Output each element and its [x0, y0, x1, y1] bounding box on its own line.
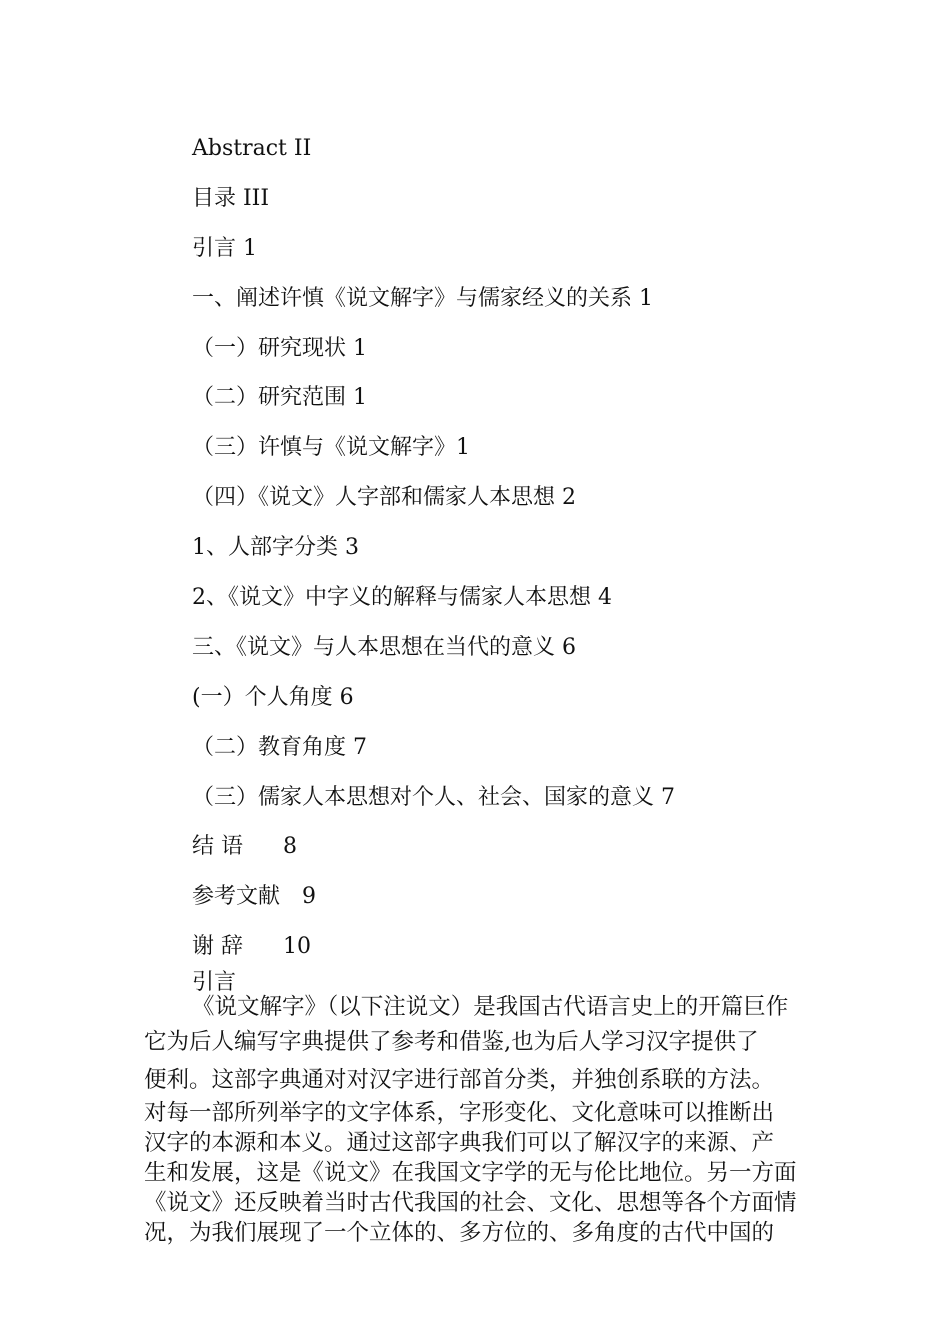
toc-entry[interactable]: [192, 880, 675, 914]
toc-entry-title: 2、《说文》中字义的解释与儒家人本思想 4: [192, 585, 612, 611]
paragraph-line: 汉字的本源和本义。通过这部字典我们可以了解汉字的来源、产: [144, 1130, 775, 1156]
toc-entry[interactable]: [192, 232, 675, 266]
toc-entry-title: 结 语: [192, 834, 243, 860]
toc-entry[interactable]: [192, 781, 675, 815]
toc-entry-title: （三）儒家人本思想对个人、社会、国家的意义 7: [192, 784, 675, 810]
paragraph-line: 《说文解字》（以下注说文）是我国古代语言史上的开篇巨作: [192, 994, 789, 1020]
toc-entry-title: 参考文献: [192, 884, 281, 910]
toc-entry[interactable]: [192, 381, 675, 415]
paragraph-line: 便利。这部字典通对对汉字进行部首分类，并独创系联的方法。: [144, 1067, 775, 1093]
table-of-contents: [192, 132, 675, 980]
toc-entry[interactable]: [192, 431, 675, 465]
toc-entry-title: （二）教育角度 7: [192, 734, 367, 760]
paragraph-line: 生和发展，这是《说文》在我国文字学的无与伦比地位。另一方面: [144, 1160, 797, 1186]
toc-entry[interactable]: [192, 481, 675, 515]
toc-entry-title: 目录 III: [192, 185, 270, 211]
toc-entry-title: 1、人部字分类 3: [192, 535, 359, 561]
toc-entry[interactable]: [192, 631, 675, 665]
toc-entry[interactable]: [192, 830, 675, 864]
toc-entry-page: 8: [283, 834, 297, 860]
toc-entry-title: （四）《说文》人字部和儒家人本思想 2: [192, 485, 576, 511]
toc-entry-title: (一）个人角度 6: [192, 684, 354, 710]
toc-entry-page: 9: [302, 884, 317, 910]
toc-entry-title: （一）研究现状 1: [192, 335, 367, 361]
toc-entry[interactable]: [192, 531, 675, 565]
section-heading: 引言: [192, 970, 237, 995]
toc-entry[interactable]: [192, 132, 675, 166]
toc-entry-title: Abstract II: [192, 136, 312, 161]
toc-entry[interactable]: [192, 930, 675, 964]
toc-entry-page: 10: [283, 934, 311, 960]
toc-entry[interactable]: [192, 332, 675, 366]
toc-entry[interactable]: [192, 731, 675, 765]
toc-entry[interactable]: [192, 282, 675, 316]
toc-entry-title: 谢 辞: [192, 934, 243, 960]
toc-entry-title: 引言 1: [192, 235, 257, 261]
toc-entry[interactable]: [192, 581, 675, 615]
toc-entry-title: 一、阐述许慎《说文解字》与儒家经义的关系 1: [192, 285, 653, 311]
paragraph-line: 《说文》还反映着当时古代我国的社会、文化、思想等各个方面情: [144, 1190, 797, 1216]
toc-entry-title: （二）研究范围 1: [192, 385, 367, 411]
paragraph-line: 它为后人编写字典提供了参考和借鉴,也为后人学习汉字提供了: [144, 1029, 759, 1055]
paragraph-line: 对每一部所列举字的文字体系，字形变化、文化意味可以推断出: [144, 1100, 775, 1126]
paragraph-line: 况，为我们展现了一个立体的、多方位的、多角度的古代中国的: [144, 1220, 775, 1246]
toc-entry-title: 三、《说文》与人本思想在当代的意义 6: [192, 634, 576, 660]
toc-entry[interactable]: [192, 182, 675, 216]
toc-entry-title: （三）许慎与《说文解字》1: [192, 435, 470, 461]
body-paragraph: [144, 992, 812, 1248]
toc-entry[interactable]: [192, 681, 675, 715]
